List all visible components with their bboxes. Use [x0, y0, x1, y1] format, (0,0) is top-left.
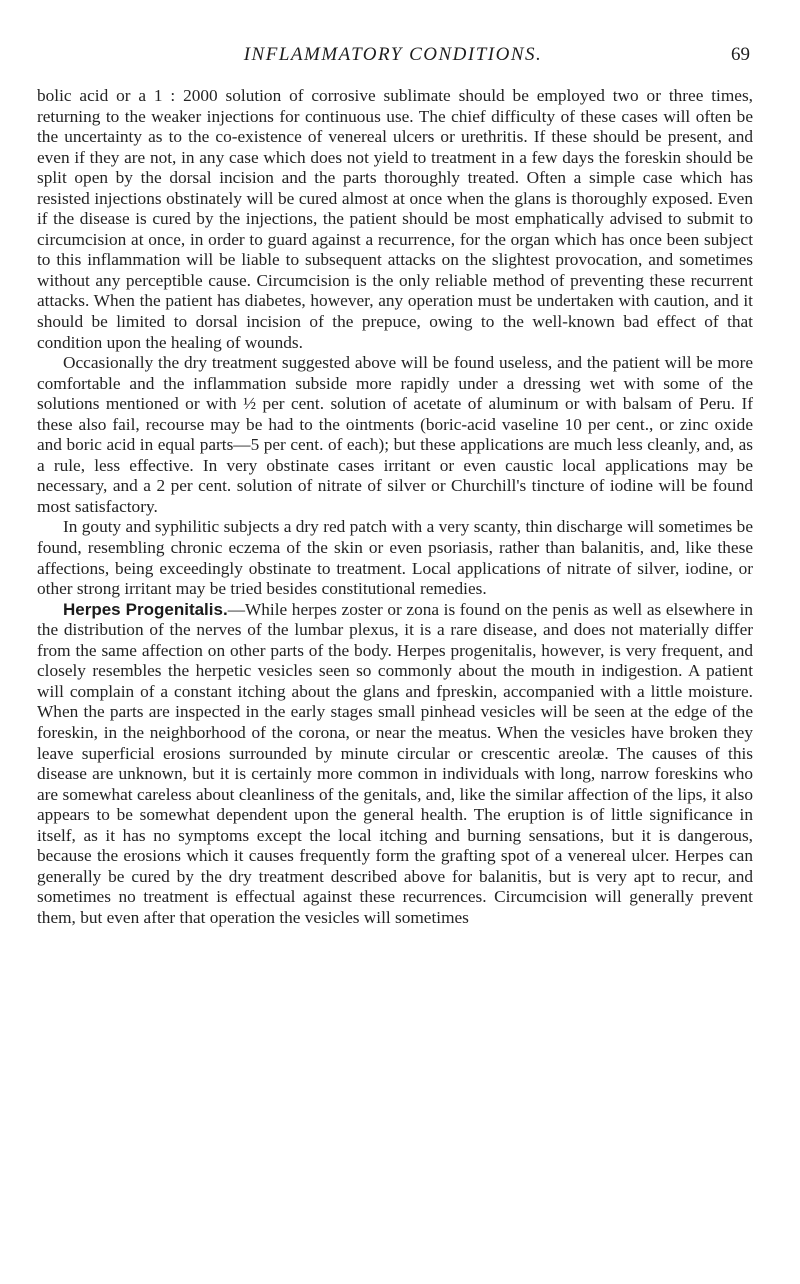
- page-body: [37, 86, 753, 928]
- page-header: [36, 44, 750, 70]
- section-text: —While herpes zoster or zona is found on the penis as well as elsewhere in the distribution of the nerves of the lumbar plexus, it is a rare disease, and does not materially differ from the same affection on other parts of the body. Herpes progenitalis, however, is very frequent, and closely resembles the herpetic vesicles seen so commonly about the mouth in indigestion. A patient will complain of a constant itching about the glans and fpreskin, accompanied with a little moisture. When the parts are inspected in the early stages small pinhead vesicles will be seen at the edge of the foreskin, in the neighborhood of the corona, or near the meatus. When the vesicles have broken they leave superficial erosions surrounded by minute circular or crescentic areolæ. The causes of this disease are unknown, but it is certainly more common in individuals with long, narrow foreskins who are somewhat careless about cleanliness of the genitals, and, like the similar affection of the lips, it also appears to be somewhat dependent upon the general health. The eruption is of little significance in itself, as it has no symptoms except the local itching and burning sensations, but it is dangerous, because the erosions which it causes frequently form the grafting spot of a venereal ulcer. Herpes can generally be cured by the dry treatment described above for balanitis, but is very apt to recur, and sometimes no treatment is effectual against these recurrences. Circumcision will generally prevent them, but even after that operation the vesicles will sometimes: [37, 599, 753, 927]
- running-title: INFLAMMATORY CONDITIONS.: [243, 44, 543, 65]
- paragraph: In gouty and syphilitic subjects a dry red patch with a very scanty, thin discharge will sometimes be found, resembling chronic eczema of the skin or even psoriasis, rather than balanitis, and, like these affections, being exceedingly obstinate to treatment. Local applications of nitrate of silver, iodine, or other strong irritant may be tried besides constitutional remedies.: [37, 517, 753, 599]
- paragraph: Occasionally the dry treatment suggested above will be found useless, and the patient will be more comfortable and the inflammation subside more rapidly under a dressing wet with some of the solutions mentioned or with ½ per cent. solution of acetate of aluminum or with balsam of Peru. If these also fail, recourse may be had to the ointments (boric-acid vaseline 10 per cent., or zinc oxide and boric acid in equal parts—5 per cent. of each); but these applications are much less cleanly, and, as a rule, less effective. In very obstinate cases irritant or even caustic local applications may be necessary, and a 2 per cent. solution of nitrate of silver or Churchill's tincture of iodine will be found most satisfactory.: [37, 353, 753, 516]
- section-heading: Herpes Progenitalis.: [63, 599, 228, 619]
- section-paragraph: [37, 600, 753, 929]
- paragraph: bolic acid or a 1 : 2000 solution of corrosive sublimate should be employed two or three times, returning to the weaker injections for continuous use. The chief difficulty of these cases will often be the uncertainty as to the co-existence of venereal ulcers or urethritis. If these should be present, and even if they are not, in any case which does not yield to treatment in a few days the foreskin should be split open by the dorsal incision and the parts thoroughly treated. Often a simple case which has resisted injections obstinately will be cured almost at once when the glans is thoroughly exposed. Even if the disease is cured by the injections, the patient should be most emphatically advised to submit to circumcision at once, in order to guard against a recurrence, for the organ which has once been subject to this inflammation will be liable to subsequent attacks on the slightest provocation, and sometimes without any perceptible cause. Circumcision is the only reliable method of preventing these recurrent attacks. When the patient has diabetes, however, any operation must be undertaken with caution, and it should be limited to dorsal incision of the prepuce, owing to the well-known bad effect of that condition upon the healing of wounds.: [37, 86, 753, 352]
- page-number: 69: [731, 44, 750, 65]
